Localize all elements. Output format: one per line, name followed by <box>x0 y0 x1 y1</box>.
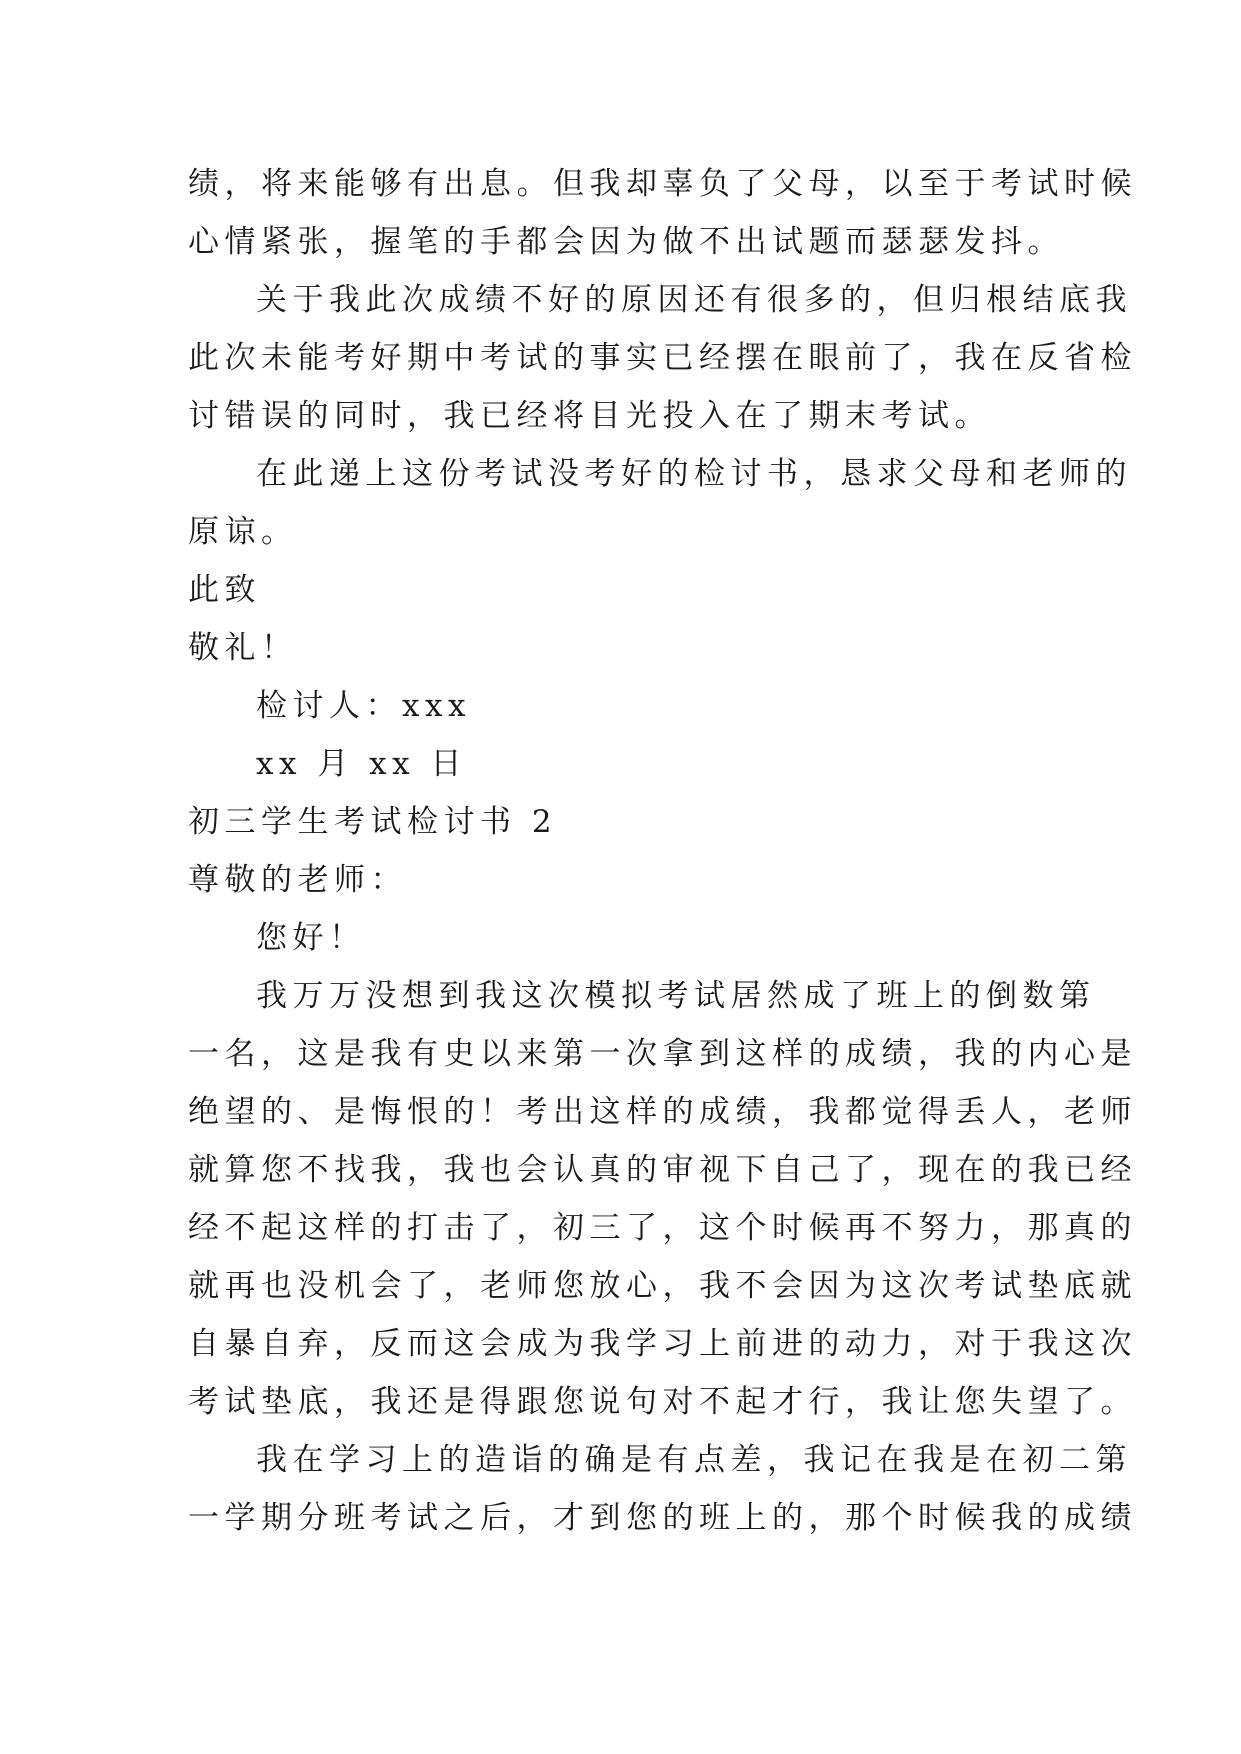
text-line: 自暴自弃，反而这会成为我学习上前进的动力，对于我这次 <box>188 1326 1137 1362</box>
text-line: 此次未能考好期中考试的事实已经摆在眼前了，我在反省检 <box>188 340 1137 376</box>
signature-line: 检讨人：xxx <box>256 688 471 724</box>
paragraph-start: 在此递上这份考试没考好的检讨书，恳求父母和老师的 <box>256 456 1132 492</box>
text-line: 就再也没机会了，老师您放心，我不会因为这次考试垫底就 <box>188 1268 1137 1304</box>
closing-regards: 敬礼！ <box>188 630 298 666</box>
closing-salutation: 此致 <box>188 572 261 608</box>
text-line: 经不起这样的打击了，初三了，这个时候再不努力，那真的 <box>188 1210 1137 1246</box>
greeting-addressee: 尊敬的老师： <box>188 862 407 898</box>
text-line: 一学期分班考试之后，才到您的班上的，那个时候我的成绩 <box>188 1500 1137 1536</box>
paragraph-start: 我万万没想到我这次模拟考试居然成了班上的倒数第 <box>256 978 1096 1014</box>
section-title: 初三学生考试检讨书 2 <box>188 804 558 840</box>
text-line: 讨错误的同时，我已经将目光投入在了期末考试。 <box>188 398 991 434</box>
text-line: 考试垫底，我还是得跟您说句对不起才行，我让您失望了。 <box>188 1384 1137 1420</box>
text-line: 绩，将来能够有出息。但我却辜负了父母，以至于考试时候 <box>188 166 1137 202</box>
text-line: 心情紧张，握笔的手都会因为做不出试题而瑟瑟发抖。 <box>188 224 1064 260</box>
text-line: 就算您不找我，我也会认真的审视下自己了，现在的我已经 <box>188 1152 1137 1188</box>
text-line: 原谅。 <box>188 514 298 550</box>
paragraph-start: 我在学习上的造诣的确是有点差，我记在我是在初二第 <box>256 1442 1132 1478</box>
date-line: xx 月 xx 日 <box>256 746 467 782</box>
paragraph-start: 关于我此次成绩不好的原因还有很多的，但归根结底我 <box>256 282 1132 318</box>
text-line: 一名，这是我有史以来第一次拿到这样的成绩，我的内心是 <box>188 1036 1137 1072</box>
text-line: 绝望的、是悔恨的！考出这样的成绩，我都觉得丢人，老师 <box>188 1094 1137 1130</box>
greeting: 您好！ <box>256 920 366 956</box>
